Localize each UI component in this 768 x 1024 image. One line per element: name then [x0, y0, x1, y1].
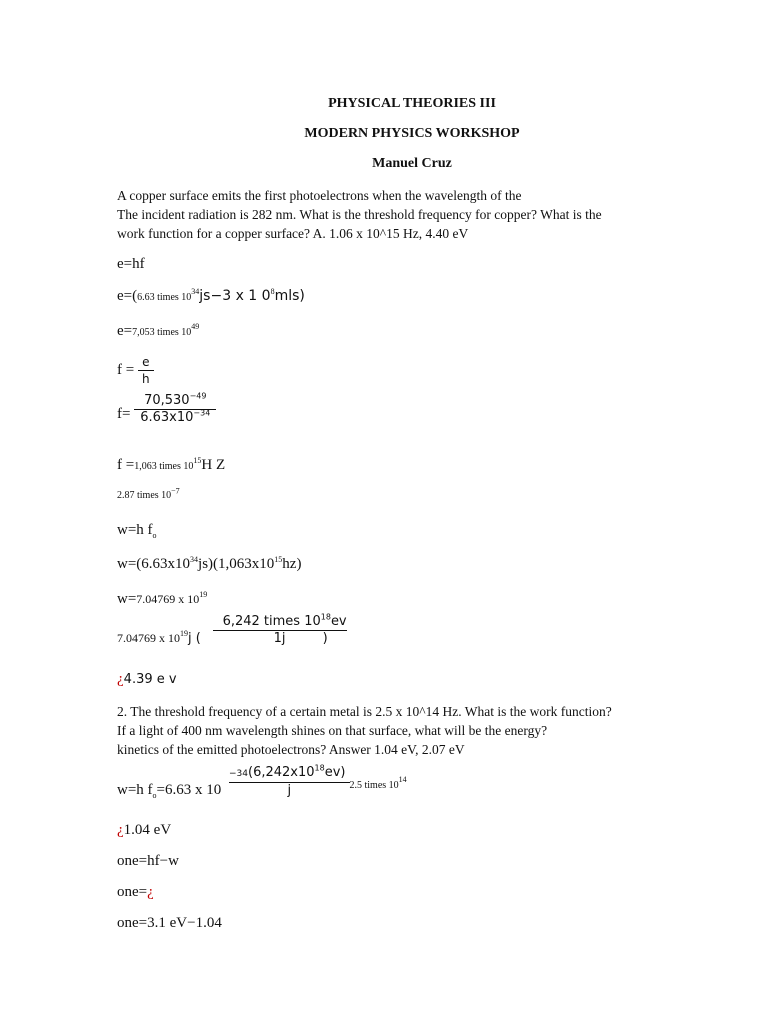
eq-part: hz) — [282, 556, 302, 572]
eq-part: js−3 x 1 0 — [199, 288, 271, 304]
eq-part: (6,242x10 — [248, 764, 315, 780]
equation-f-substituted — [117, 391, 216, 426]
eq-exponent: 19 — [199, 590, 208, 599]
problem1-result — [117, 671, 177, 688]
eq-exponent: 15 — [274, 555, 283, 564]
eq-part: w= — [117, 591, 137, 607]
eq-exponent: −34 — [193, 408, 211, 418]
eq-part: e=( — [117, 288, 138, 304]
eq-exponent: 49 — [191, 322, 200, 331]
eq-part: mls) — [274, 288, 305, 304]
eq-part: =6.63 x 10 — [156, 782, 222, 798]
equation-kinetic-substituted: one=3.1 eV−1.04 — [117, 915, 222, 931]
equation-wavelength — [117, 488, 180, 504]
eq-exponent: 18 — [314, 763, 325, 773]
eq-part: ) — [322, 631, 328, 646]
eq-exponent: 34 — [190, 555, 199, 564]
eq-part: f = — [117, 457, 135, 473]
eq-part: H Z — [201, 457, 226, 473]
eq-part: w=(6.63x10 — [117, 556, 191, 572]
result-value: 4.39 e v — [123, 672, 177, 687]
eq-part: w=h f — [117, 782, 153, 798]
eq-exponent: 19 — [180, 629, 188, 638]
eq-exponent: 8 — [270, 287, 275, 296]
equation-work-function-2 — [117, 763, 407, 800]
equation-e-hf: e=hf — [117, 256, 145, 272]
equation-kinetic-blank — [117, 884, 154, 900]
equation-work-value — [117, 591, 207, 607]
equation-energy-conversion — [117, 612, 352, 647]
eq-part: 2.5 times 10 — [349, 780, 399, 791]
equation-work-substituted — [117, 556, 301, 572]
fraction-numerator — [213, 614, 347, 631]
eq-part: one= — [117, 884, 148, 900]
document-author: Manuel Cruz — [372, 156, 452, 171]
eq-exponent: −49 — [189, 391, 207, 401]
result-symbol: ¿ — [147, 884, 154, 900]
eq-part: 6.63x10 — [140, 410, 194, 425]
problem2-result — [117, 822, 171, 838]
problem2-line1: 2. The threshold frequency of a certain metal is 2.5 x 10^14 Hz. What is the work function? — [117, 704, 612, 719]
eq-part: 70,530 — [144, 393, 190, 408]
eq-part: 6.63 times 10 — [137, 292, 192, 303]
problem1-line1: A copper surface emits the first photoelectrons when the wavelength of the — [117, 188, 522, 203]
equation-kinetic-energy: one=hf−w — [117, 853, 179, 869]
eq-part: 7.04769 x 10 — [136, 592, 200, 606]
eq-part: j ( — [188, 631, 201, 646]
eq-subscript: o — [152, 791, 157, 800]
equation-work-function — [117, 522, 157, 538]
eq-part: 6,242 times 10 — [222, 614, 321, 630]
result-symbol: ¿ — [117, 671, 124, 687]
eq-exponent: 15 — [193, 456, 202, 465]
eq-part: e= — [117, 323, 133, 339]
eq-exponent: −7 — [171, 486, 180, 496]
equation-e-product — [117, 288, 305, 306]
eq-part: ev) — [324, 764, 346, 780]
document-subtitle: MODERN PHYSICS WORKSHOP — [304, 126, 520, 141]
eq-exponent: −34 — [229, 768, 249, 779]
eq-part: ev — [330, 614, 347, 630]
fraction — [229, 765, 349, 799]
eq-part: 1,063 times 10 — [134, 461, 194, 472]
fraction-numerator — [229, 765, 349, 783]
eq-subscript: o — [152, 531, 157, 540]
fraction — [138, 354, 154, 387]
eq-exponent: 34 — [191, 287, 200, 296]
result-symbol: ¿ — [117, 822, 124, 838]
fraction-denominator: 1j — [273, 631, 286, 647]
eq-part: f= — [117, 405, 131, 422]
eq-part: w=h f — [117, 522, 153, 538]
problem1-line3: work function for a copper surface? A. 1.06 x 10^15 Hz, 4.40 eV — [117, 226, 469, 241]
eq-part: 7.04769 x 10 — [117, 631, 180, 645]
eq-part: js)(1,063x10 — [198, 556, 275, 572]
problem2-line3: kinetics of the emitted photoelectrons? Answer 1.04 eV, 2.07 eV — [117, 742, 465, 757]
equation-e-value — [117, 323, 199, 341]
eq-exponent: 14 — [398, 775, 407, 784]
eq-part: f = — [117, 361, 135, 378]
fraction-denominator: h — [141, 372, 150, 386]
fraction — [134, 393, 216, 426]
fraction-numerator: e — [138, 354, 154, 371]
fraction-numerator — [134, 393, 216, 410]
equation-f-value — [117, 457, 225, 475]
equation-f-fraction — [117, 354, 154, 387]
document-title: PHYSICAL THEORIES III — [328, 96, 496, 111]
eq-part: 7,053 times 10 — [132, 327, 192, 338]
eq-part: 2.87 times 10 — [117, 490, 172, 501]
fraction-denominator: j — [287, 782, 292, 798]
problem2-line2: If a light of 400 nm wavelength shines on that surface, what will be the energy? — [117, 723, 548, 738]
result-value: 1.04 eV — [123, 822, 172, 838]
eq-exponent: 18 — [320, 612, 331, 622]
fraction-denominator — [134, 410, 216, 426]
problem1-line2: The incident radiation is 282 nm. What is the threshold frequency for copper? What is the — [117, 207, 602, 222]
